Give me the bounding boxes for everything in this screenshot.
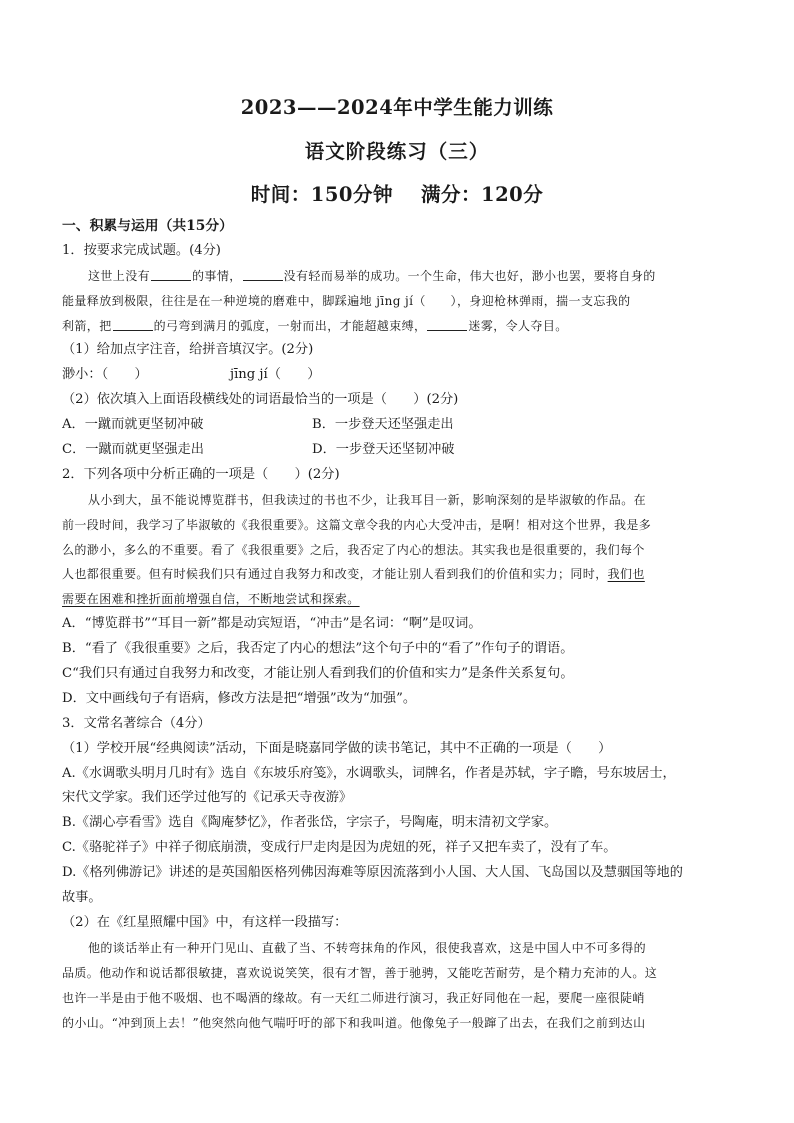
q1-passage-line	[62, 264, 738, 289]
fill-blank	[427, 317, 467, 331]
exam-content	[62, 214, 738, 1035]
fill-blank	[151, 267, 191, 281]
score-label: 满分：120分	[421, 183, 544, 206]
option-d: D.《格列佛游记》讲述的是英国船医格列佛因海难等原因流落到小人国、大人国、飞岛国以及慧骃国等地的	[62, 865, 683, 881]
question-2-title: 2．下列各项中分析正确的一项是（ ）(2分)	[62, 466, 340, 482]
option-b: B．“看了《我很重要》之后，我否定了内心的想法”这个句子中的“看了”作句子的谓语。	[62, 641, 574, 657]
q2-passage-line	[62, 562, 738, 587]
q3-passage-line: 他的谈话举止有一种开门见山、直截了当、不转弯抹角的作风，很使我喜欢，这是中国人中不可多得的	[88, 940, 647, 955]
option-d: D．文中画线句子有语病，修改方法是把“增强”改为“加强”。	[62, 690, 417, 706]
option-b: B．一步登天还坚强走出	[312, 417, 454, 433]
underlined-sentence: 需要在困难和挫折面前增强自信，不断地尝试和探索。	[62, 592, 360, 607]
exam-time-score	[0, 179, 794, 207]
exam-title: 2023——2024年中学生能力训练	[240, 96, 554, 119]
option-a-cont: 宋代文学家。我们还学过他写的《记承天寺夜游》	[62, 790, 353, 806]
answer-blank-a: 渺小：（ ）	[62, 367, 148, 383]
option-a: A．一蹴而就更坚韧冲破	[62, 417, 204, 433]
question-1-title: 1．按要求完成试题。(4分)	[62, 242, 221, 258]
options-row	[62, 438, 738, 463]
option-b: B.《湖心亭看雪》选自《陶庵梦忆》，作者张岱，字宗子，号陶庵，明末清初文学家。	[62, 815, 558, 831]
q1-sub1-answer-line	[62, 363, 738, 388]
option-a: A．“博览群书”“耳目一新”都是动宾短语，“冲击”是名词：“啊”是叹词。	[62, 616, 482, 632]
section-heading: 一、积累与运用（共15分）	[62, 218, 233, 234]
q3-passage-line: 也许一半是由于他不吸烟、也不喝酒的缘故。有一天红二师进行演习，我正好同他在一起，要爬一座很陡峭	[62, 990, 645, 1005]
q1-sub2: （2）依次填入上面语段横线处的词语最恰当的一项是（ ）(2分)	[62, 392, 459, 408]
q1-passage-line	[62, 314, 738, 339]
answer-blank-b: jīng jí（ ）	[230, 367, 321, 383]
underlined-sentence: 我们也	[607, 567, 645, 582]
fill-blank	[113, 317, 153, 331]
q2-passage-line	[62, 587, 738, 612]
q3-passage-line: 的小山。“冲到顶上去！”他突然向他气喘吁吁的部下和我叫道。他像兔子一般蹿了出去，在我们之前到达山	[62, 1015, 646, 1030]
q2-passage-line: 前一段时间，我学习了毕淑敏的《我很重要》。这篇文章令我的内心大受冲击，是啊！相对这个世界，我是多	[62, 517, 652, 532]
question-3-title: 3．文常名著综合（4分）	[62, 715, 211, 731]
passage-text: 利箭，把	[62, 318, 112, 333]
option-a: A.《水调歌头明月几时有》选自《东坡乐府笺》，水调歌头，词牌名，作者是苏轼，字子瞻，号东坡居士，	[62, 765, 676, 781]
exam-subtitle: 语文阶段练习（三）	[304, 140, 490, 163]
q3-sub1: （1）学校开展“经典阅读”活动，下面是晓嘉同学做的读书笔记，其中不正确的一项是（ ）	[62, 740, 612, 756]
passage-text: 这世上没有	[88, 268, 151, 283]
option-c: C“我们只有通过自我努力和改变，才能让别人看到我们的价值和实力”是条件关系复句。	[62, 666, 574, 682]
q2-passage-line: 么的渺小，多么的不重要。看了《我很重要》之后，我否定了内心的想法。其实我也是很重要的，我们每个	[62, 542, 645, 557]
q2-passage-line: 从小到大，虽不能说博览群书，但我读过的书也不少，让我耳目一新，影响深刻的是毕淑敏的作品。在	[88, 492, 647, 507]
fill-blank	[243, 267, 283, 281]
passage-text: 迷雾，令人夺目。	[468, 318, 568, 333]
passage-text: 人也都很重要。但有时候我们只有通过自我努力和改变，才能让别人看到我们的价值和实力；同时，	[62, 567, 608, 582]
option-c: C.《骆驼祥子》中祥子彻底崩溃，变成行尸走肉是因为虎妞的死，祥子又把车卖了，没有了车。	[62, 840, 617, 856]
time-label: 时间：150分钟	[250, 183, 393, 206]
passage-text: 没有轻而易举的成功。一个生命，伟大也好，渺小也罢，要将自身的	[283, 268, 656, 283]
option-d-cont: 故事。	[62, 890, 102, 906]
q1-passage-line: 能量释放到极限，往往是在一种逆境的磨难中，脚踩遍地 jīng jí（ ），身迎枪林弹雨，揣一支忘我的	[62, 293, 631, 308]
q3-sub2: （2）在《红星照耀中国》中，有这样一段描写：	[62, 914, 348, 930]
options-row	[62, 413, 738, 438]
option-d: D．一步登天还坚韧冲破	[312, 442, 455, 458]
option-c: C．一蹴而就更坚强走出	[62, 442, 204, 458]
q1-sub1: （1）给加点字注音，给拼音填汉字。(2分)	[62, 342, 314, 358]
q3-passage-line: 品质。他动作和说话都很敏捷，喜欢说说笑笑，很有才智，善于驰骋，又能吃苦耐劳，是个精力充沛的人。这	[62, 965, 658, 980]
passage-text: 的弓弯到满月的弧度，一射而出，才能超越束缚，	[153, 318, 427, 333]
passage-text: 的事情，	[192, 268, 242, 283]
